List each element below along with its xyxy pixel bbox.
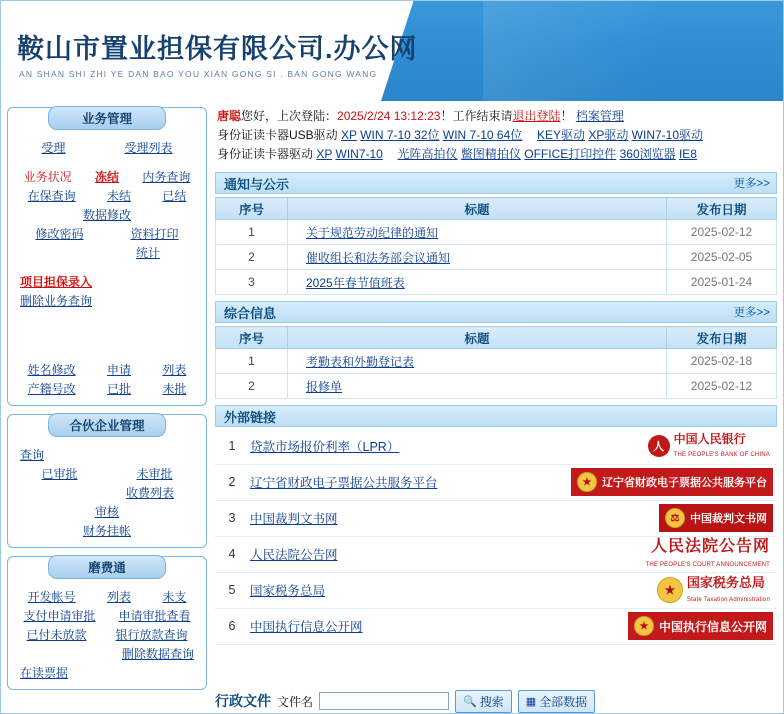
logout-link[interactable]: 退出登陆 (512, 109, 561, 123)
all-data-button[interactable] (518, 690, 595, 713)
tool-link-jingpaiyi[interactable]: 鳖图精拍仪 (460, 147, 521, 161)
info-table (215, 326, 777, 399)
usb-driver-line (217, 126, 777, 145)
row-num: 1 (216, 349, 288, 374)
bank-emblem-icon: 人 (648, 435, 670, 457)
sidebar-row (14, 664, 200, 681)
tool-link-office-print[interactable]: OFFICE打印控件 (524, 147, 617, 161)
sidebar-row (14, 588, 200, 605)
row-date: 2025-02-12 (667, 374, 777, 399)
sidebar-row (14, 522, 200, 539)
link-index: 2 (215, 464, 249, 500)
sidebar-item-dev-list[interactable]: 列表 (106, 590, 131, 604)
link-logo-cell (570, 572, 777, 608)
tax-admin-logo (654, 575, 773, 605)
sidebar-item-accept[interactable]: 受理 (41, 141, 66, 155)
row-num: 2 (216, 245, 288, 270)
sidebar-label-business-status: 业务状况 (23, 170, 72, 184)
page-header (1, 1, 783, 101)
sidebar-item-partner-query[interactable]: 查询 (20, 448, 45, 462)
emblem-icon: ⚖ (665, 508, 685, 528)
row-num: 3 (216, 270, 288, 295)
sidebar-item-approved[interactable]: 已批 (106, 382, 131, 396)
external-links-table (215, 428, 777, 645)
row-date: 2025-02-12 (667, 220, 777, 245)
logo-title: 中国裁判文书网 (690, 513, 767, 525)
col-title: 标题 (288, 198, 667, 220)
sidebar-spacer (14, 158, 200, 166)
emblem-icon: ★ (577, 472, 597, 492)
sidebar-row (14, 484, 200, 501)
section-header-notice (215, 172, 777, 194)
link-name-cell (249, 500, 570, 536)
sidebar-row (14, 607, 200, 624)
judgment-docs-logo (659, 504, 773, 532)
logo-title: 中国人民银行 (673, 431, 746, 446)
list-item (215, 428, 777, 464)
info-more-link[interactable]: 更多>> (733, 307, 770, 319)
logo-title: 国家税务总局 (686, 575, 765, 591)
sidebar-row (14, 168, 200, 185)
link-index: 5 (215, 572, 249, 608)
sidebar-item-partner-audit[interactable]: 审核 (94, 505, 119, 519)
document-search-bar (215, 688, 777, 714)
tool-link-360-browser[interactable]: 360浏览器 (619, 147, 676, 161)
link-index: 6 (215, 608, 249, 644)
filename-label: 文件名 (277, 694, 314, 709)
col-date: 发布日期 (667, 198, 777, 220)
sidebar-spacer (14, 327, 200, 343)
sidebar-row (14, 139, 200, 156)
table-header-row (216, 198, 777, 220)
panel-partnership-management (7, 414, 207, 548)
sidebar-item-dev-account[interactable]: 开发帐号 (27, 590, 76, 604)
notice-link[interactable]: 2025年春节值班表 (306, 275, 405, 290)
section-header-info (215, 301, 777, 323)
info-link[interactable]: 报修单 (306, 379, 343, 394)
table-header-row (216, 327, 777, 349)
external-link[interactable]: 贷款市场报价利率（LPR） (250, 439, 400, 454)
sidebar-row (14, 292, 200, 309)
sidebar-item-internal-query[interactable]: 内务查询 (142, 170, 191, 184)
external-link[interactable]: 人民法院公告网 (250, 548, 338, 562)
sidebar-row (14, 626, 200, 643)
table-row (216, 349, 777, 374)
link-logo-cell (570, 464, 777, 500)
user-status-bar (215, 105, 777, 166)
panel-title-business: 业务管理 (48, 106, 166, 130)
emblem-icon: ★ (634, 616, 654, 636)
usb-driver-xp-link[interactable]: XP (341, 128, 357, 142)
notice-text: ！工作结束请 (440, 109, 513, 123)
liaoning-finance-logo (571, 468, 773, 496)
link-name-cell (249, 464, 570, 500)
sidebar-spacer (14, 263, 200, 271)
sidebar-item-settled[interactable]: 已结 (162, 189, 187, 203)
sidebar-row (14, 361, 200, 378)
sidebar-row (14, 187, 200, 204)
section-title-notice: 通知与公示 (224, 176, 290, 192)
panel-title-fee-pass: 磨费通 (48, 555, 166, 579)
col-num: 序号 (216, 327, 288, 349)
info-link[interactable]: 考勤表和外勤登记表 (306, 354, 415, 369)
key-driver-xp-link[interactable]: XP驱动 (588, 128, 629, 142)
link-name-cell (249, 608, 570, 644)
sidebar-item-name-list[interactable]: 列表 (162, 363, 187, 377)
row-title (288, 220, 667, 245)
main-content (211, 101, 783, 714)
sidebar-item-change-password[interactable]: 修改密码 (35, 227, 84, 241)
row-title (288, 349, 667, 374)
sidebar-item-bank-disbursement-query[interactable]: 银行放款查询 (115, 628, 188, 642)
external-link[interactable]: 中国裁判文书网 (250, 512, 338, 526)
row-title (288, 374, 667, 399)
archive-management-link[interactable]: 档案管理 (575, 109, 624, 123)
sidebar-row (14, 244, 200, 261)
sidebar-item-data-modify[interactable]: 数据修改 (82, 208, 131, 222)
sidebar-spacer (14, 311, 200, 327)
row-num: 2 (216, 374, 288, 399)
row-date: 2025-02-05 (667, 245, 777, 270)
col-date: 发布日期 (667, 327, 777, 349)
key-driver-win-link[interactable]: WIN7-10驱动 (631, 128, 704, 142)
sidebar-item-insured-query[interactable]: 在保查询 (27, 189, 76, 203)
link-logo-cell (570, 428, 777, 464)
sidebar-item-delete-business-query[interactable]: 删除业务查询 (20, 294, 93, 308)
reader-driver-xp-link[interactable]: XP (316, 147, 333, 161)
link-logo-cell (570, 500, 777, 536)
sidebar-item-partner-approved[interactable]: 已审批 (41, 467, 78, 481)
sidebar-row (14, 645, 200, 662)
all-data-button-label: 全部数据 (539, 694, 588, 709)
search-button[interactable] (455, 690, 512, 713)
notice-end: ！ (560, 109, 573, 123)
table-row (216, 374, 777, 399)
logo-title: 人民法院公告网 (650, 538, 770, 556)
execution-info-logo (628, 612, 773, 640)
sidebar-item-fee-list[interactable]: 收费列表 (125, 486, 174, 500)
list-item (215, 464, 777, 500)
sidebar-item-paid-not-disbursed[interactable]: 已付未放款 (26, 628, 87, 642)
sidebar-item-accept-list[interactable]: 受理列表 (124, 141, 173, 155)
sidebar-item-apply[interactable]: 申请 (106, 363, 131, 377)
sidebar (1, 101, 211, 714)
logo-title: 中国执行信息公开网 (658, 619, 767, 634)
court-announcement-logo (643, 539, 773, 569)
external-link[interactable]: 辽宁省财政电子票据公共服务平台 (250, 476, 438, 490)
logo-subtitle: THE PEOPLE'S BANK OF CHINA (673, 451, 770, 458)
sidebar-item-delete-data-query[interactable]: 删除数据查询 (121, 647, 194, 661)
sidebar-item-unpaid[interactable]: 未支 (162, 590, 187, 604)
link-index: 4 (215, 536, 249, 572)
section-header-external-links (215, 405, 777, 427)
sidebar-item-statistics[interactable]: 统计 (135, 246, 160, 260)
sidebar-row (14, 503, 200, 520)
last-login-time: 2025/2/24 13:12:23 (337, 109, 441, 123)
search-input[interactable] (319, 692, 449, 710)
list-item (215, 608, 777, 644)
notice-link[interactable]: 催收组长和法务部会议通知 (306, 250, 451, 265)
sidebar-item-partner-unapproved[interactable]: 未审批 (136, 467, 173, 481)
notice-more-link[interactable]: 更多>> (733, 178, 770, 190)
greeting-text: 您好，上次登陆： (241, 109, 338, 123)
usb-driver-win64-link[interactable]: WIN 7-10 64位 (442, 128, 523, 142)
pboc-logo (645, 431, 773, 461)
logo-subtitle: THE PEOPLE'S COURT ANNOUNCEMENT (645, 561, 770, 568)
sidebar-item-not-approved[interactable]: 未批 (162, 382, 187, 396)
link-name-cell (249, 572, 570, 608)
sidebar-item-frozen[interactable]: 冻结 (94, 170, 119, 184)
search-section-label: 行政文件 (215, 693, 271, 709)
list-item (215, 572, 777, 608)
sidebar-item-unsettled[interactable]: 未结 (106, 189, 131, 203)
panel-fee-pass (7, 556, 207, 690)
link-index: 1 (215, 428, 249, 464)
sidebar-item-approval-view[interactable]: 申请审批查看 (118, 609, 191, 623)
sidebar-row (14, 206, 200, 223)
sidebar-item-name-modify[interactable]: 姓名修改 (27, 363, 76, 377)
grid-icon: ▦ (525, 695, 537, 708)
sidebar-row (14, 446, 200, 463)
tool-link-ie8[interactable]: IE8 (678, 147, 697, 161)
logo-subtitle: State Taxation Administration (686, 596, 770, 603)
col-title: 标题 (288, 327, 667, 349)
row-date: 2025-02-18 (667, 349, 777, 374)
sidebar-spacer (14, 343, 200, 359)
section-title-external-links: 外部链接 (224, 409, 277, 425)
section-title-info: 综合信息 (224, 305, 277, 321)
row-title (288, 270, 667, 295)
panel-business-management (7, 107, 207, 406)
link-logo-cell (570, 536, 777, 572)
list-item (215, 500, 777, 536)
page-title: 鞍山市置业担保有限公司.办公网 (17, 34, 418, 64)
list-item (215, 536, 777, 572)
external-link[interactable]: 中国执行信息公开网 (250, 620, 363, 634)
sidebar-item-project-guarantee-entry[interactable]: 项目担保录入 (20, 275, 93, 289)
link-name-cell (249, 428, 570, 464)
sidebar-row (14, 225, 200, 242)
col-num: 序号 (216, 198, 288, 220)
link-name-cell (249, 536, 570, 572)
sidebar-row (14, 380, 200, 397)
link-logo-cell (570, 608, 777, 644)
sidebar-item-reading-bill[interactable]: 在读票据 (20, 666, 69, 680)
page-title-pinyin: AN SHAN SHI ZHI YE DAN BAO YOU XIAN GONG SI . BAN GONG WANG (19, 69, 378, 79)
external-link[interactable]: 国家税务总局 (250, 584, 326, 598)
login-line (217, 107, 777, 126)
sidebar-item-property-no-modify[interactable]: 产籍号改 (27, 382, 76, 396)
tool-link-gaopaiyi[interactable]: 光阵高拍仪 (397, 147, 458, 161)
panel-title-partnership: 合伙企业管理 (48, 413, 166, 437)
national-emblem-icon: ★ (657, 577, 683, 603)
reader-driver-label: 身份证读卡器驱动 (217, 147, 314, 161)
reader-driver-line (217, 145, 777, 164)
link-index: 3 (215, 500, 249, 536)
search-button-label: 搜索 (479, 694, 504, 709)
logo-title: 辽宁省财政电子票据公共服务平台 (602, 477, 767, 489)
sidebar-item-payment-approval[interactable]: 支付申请审批 (23, 609, 96, 623)
table-row (216, 270, 777, 295)
sidebar-item-finance-hanging[interactable]: 财务挂帐 (82, 524, 131, 538)
sidebar-row (14, 273, 200, 290)
sidebar-row (14, 465, 200, 482)
sidebar-item-print-material[interactable]: 资料打印 (130, 227, 179, 241)
notice-table (215, 197, 777, 295)
header-gloss (483, 1, 783, 101)
row-num: 1 (216, 220, 288, 245)
key-driver-link[interactable]: KEY驱动 (536, 128, 585, 142)
usb-driver-win32-link[interactable]: WIN 7-10 32位 (360, 128, 440, 142)
row-title (288, 245, 667, 270)
search-icon: 🔍 (463, 695, 477, 708)
table-row (216, 245, 777, 270)
current-user: 唐聪 (217, 109, 242, 123)
reader-driver-win-link[interactable]: WIN7-10 (335, 147, 383, 161)
table-row (216, 220, 777, 245)
usb-reader-label: 身份证读卡器USB驱动 (217, 128, 338, 142)
row-date: 2025-01-24 (667, 270, 777, 295)
notice-link[interactable]: 关于规范劳动纪律的通知 (306, 225, 439, 240)
